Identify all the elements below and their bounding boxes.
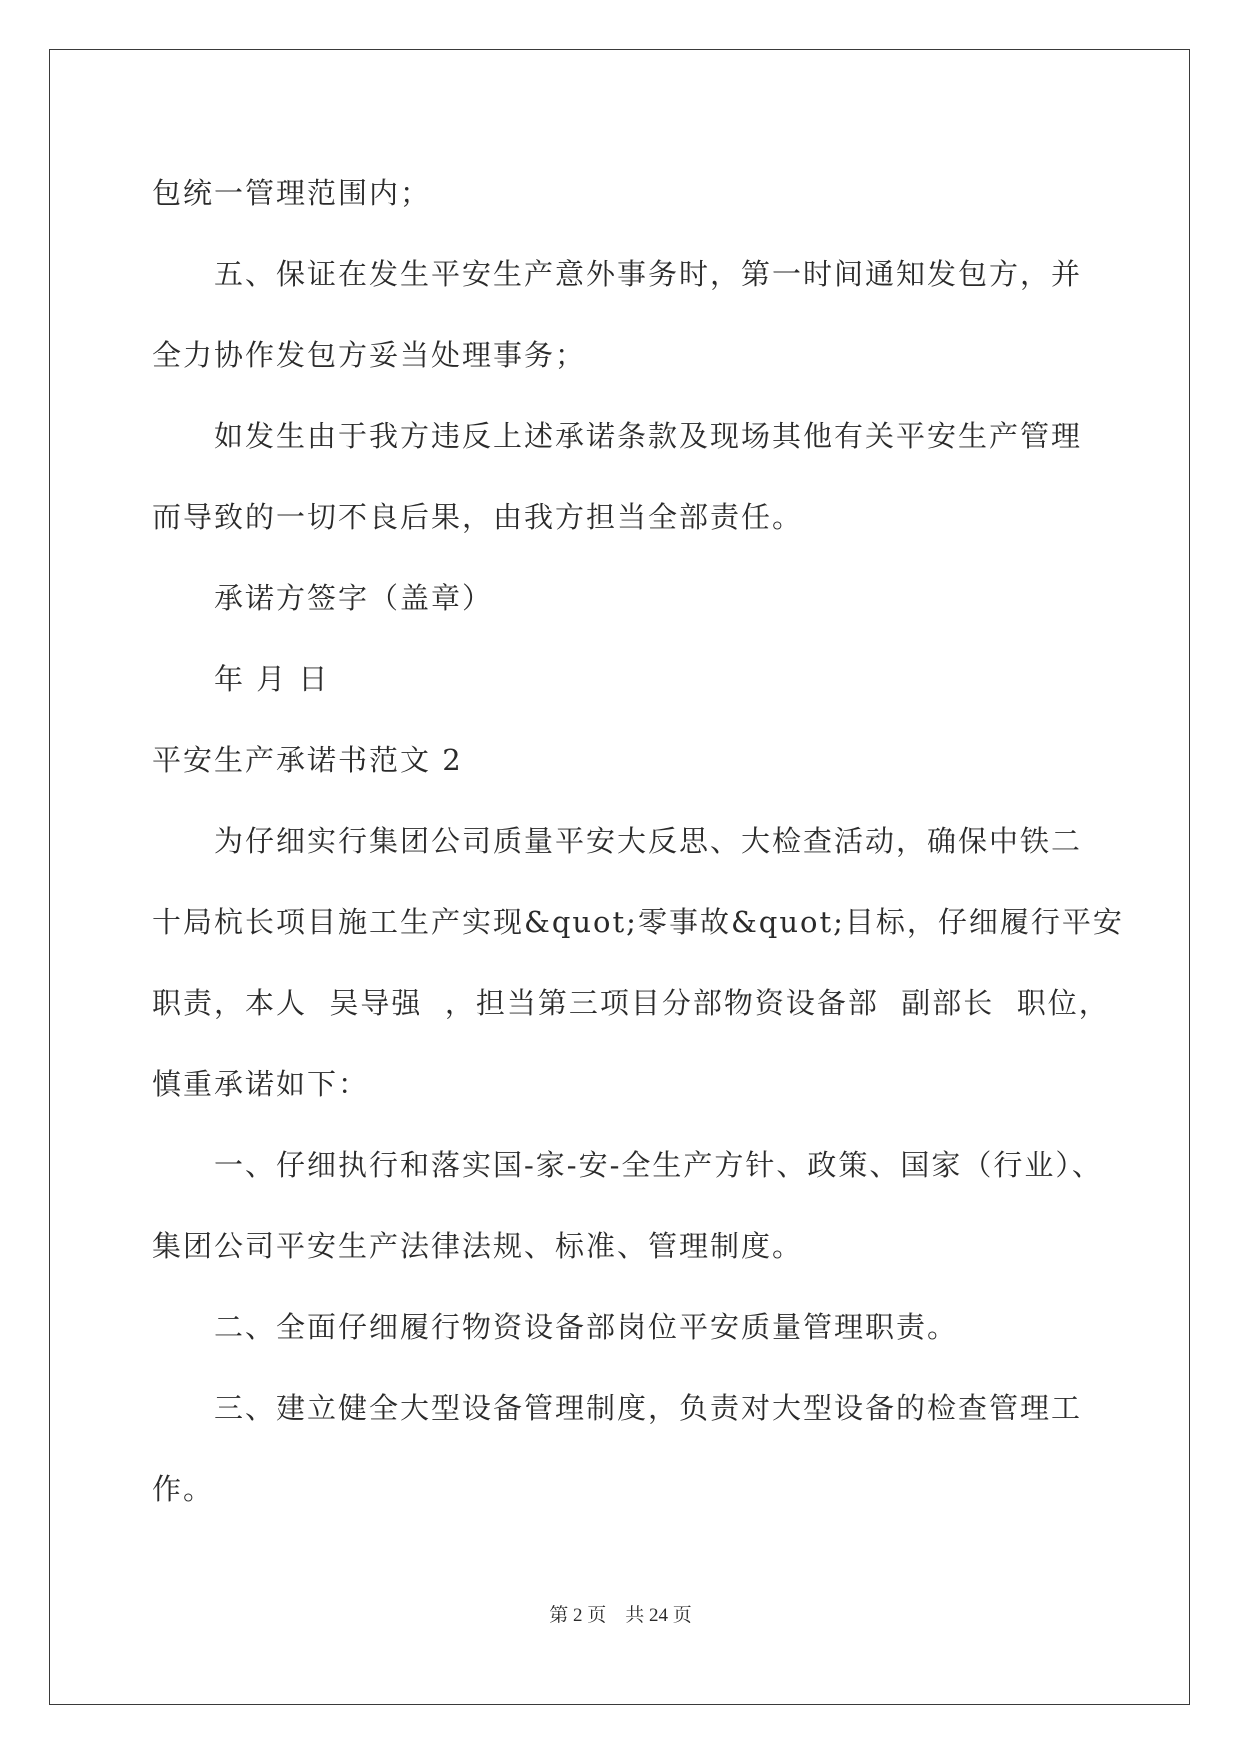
text-line: 十局杭长项目施工生产实现&quot;零事故&quot;目标，仔细履行平安 [152, 905, 1124, 939]
text-line: 二、全面仔细履行物资设备部岗位平安质量管理职责。 [214, 1310, 959, 1344]
text-line: 一、仔细执行和落实国-家-安-全生产方针、政策、国家（行业）、 [214, 1148, 1103, 1182]
text-line: 而导致的一切不良后果，由我方担当全部责任。 [152, 500, 804, 534]
text-line: 全力协作发包方妥当处理事务； [152, 338, 587, 372]
text-line: 慎重承诺如下： [152, 1067, 370, 1101]
text-line: 职责，本人 吴导强 ，担当第三项目分部物资设备部 副部长 职位， [152, 986, 1110, 1020]
page-number-footer: 第 2 页 共 24 页 [549, 1605, 692, 1626]
text-line: 作。 [152, 1472, 215, 1506]
text-line: 五、保证在发生平安生产意外事务时，第一时间通知发包方，并 [214, 257, 1083, 291]
text-line: 三、建立健全大型设备管理制度，负责对大型设备的检查管理工 [214, 1391, 1083, 1425]
page-border [49, 49, 1190, 1705]
text-line: 集团公司平安生产法律法规、标准、管理制度。 [152, 1229, 804, 1263]
text-line: 如发生由于我方违反上述承诺条款及现场其他有关平安生产管理 [214, 419, 1083, 453]
text-line: 为仔细实行集团公司质量平安大反思、大检查活动，确保中铁二 [214, 824, 1083, 858]
date-line: 年 月 日 [214, 662, 330, 696]
text-line: 包统一管理范围内； [152, 176, 432, 210]
signature-label: 承诺方签字（盖章） [214, 581, 494, 615]
section-heading: 平安生产承诺书范文 2 [152, 743, 463, 777]
